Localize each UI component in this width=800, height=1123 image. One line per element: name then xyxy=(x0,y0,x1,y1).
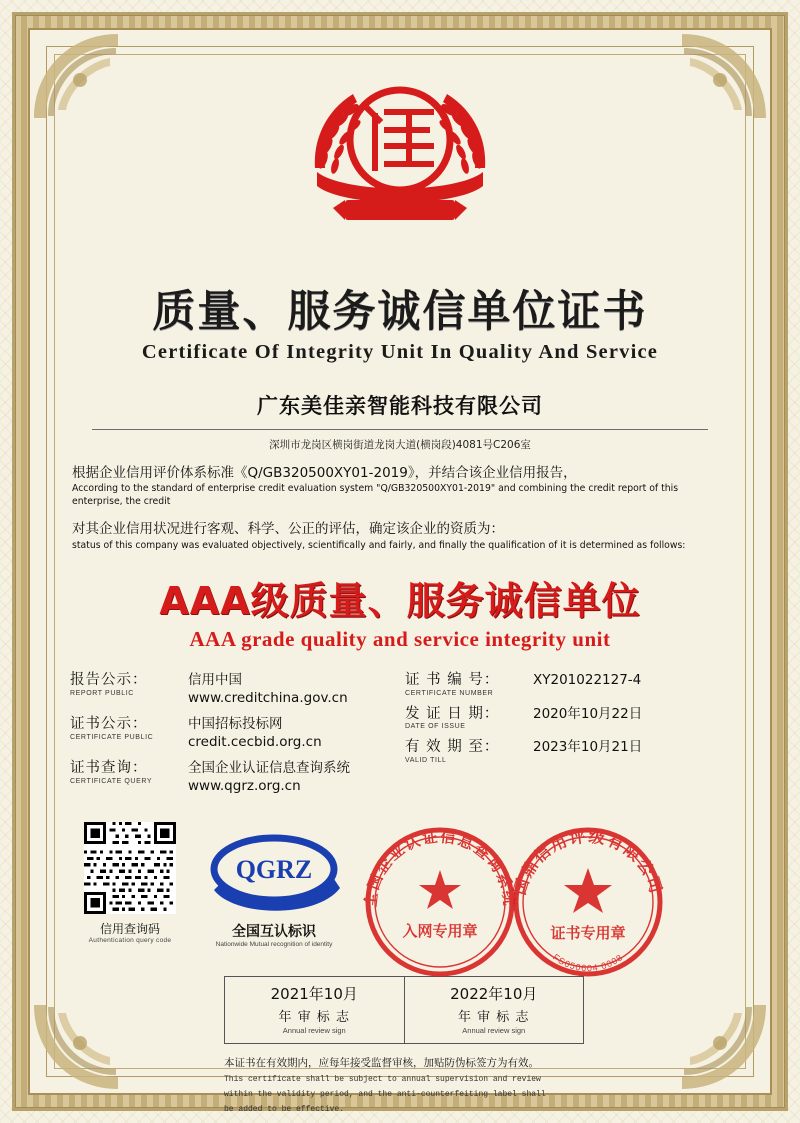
footnote-en-line3: be added to be effective. xyxy=(224,1105,345,1115)
qr-code-image[interactable] xyxy=(84,822,176,914)
info-label-certificate-public xyxy=(70,716,188,741)
annual-review-label-en: Annual review sign xyxy=(462,1026,526,1036)
info-label-cn: 有 效 期 至： xyxy=(405,739,500,756)
info-value-date-of-issue: 2020年10月22日 xyxy=(533,705,643,722)
info-label-cn: 证书查询： xyxy=(70,760,148,777)
annual-review-boxes xyxy=(224,976,584,1044)
info-value-line1: 全国企业认证信息查询系统 xyxy=(188,760,350,777)
statement-cn-2: 对其企业信用状况进行客观、科学、公正的评估，确定该企业的资质为： xyxy=(72,521,504,538)
badges-and-seals-row xyxy=(64,822,736,972)
statement-en-2: status of this company was evaluated objectively, scientifically and fairly, and finally the qualification of it is determined as follows: xyxy=(72,539,686,551)
footnote-block xyxy=(224,1056,584,1116)
info-column-right xyxy=(405,672,730,804)
info-row-certificate-number xyxy=(405,672,730,697)
footnote-en-line1: This certificate shall be subject to annual supervision and review xyxy=(224,1075,541,1085)
info-value-certificate-public xyxy=(188,716,322,751)
annual-review-box-2021 xyxy=(224,976,405,1044)
seal-network-access-icon xyxy=(356,818,524,986)
info-label-en: REPORT PUBLIC xyxy=(70,689,134,697)
info-label-certificate-query xyxy=(70,760,188,785)
seal-certificate xyxy=(504,818,672,986)
statement-cn-1: 根据企业信用评价体系标准《Q/GB320500XY01-2019》，并结合该企业信用报告， xyxy=(72,465,577,481)
divider-under-company xyxy=(92,429,708,430)
qr-caption-cn: 信用查询码 xyxy=(99,922,160,937)
info-label-cn: 证 书 编 号： xyxy=(405,672,500,689)
info-value-line2[interactable]: credit.cecbid.org.cn xyxy=(188,733,322,750)
grade-title-cn: AAA级质量、服务诚信单位 xyxy=(159,579,641,624)
info-value-line2[interactable]: www.creditchina.gov.cn xyxy=(188,689,348,706)
svg-text:QGRZ: QGRZ xyxy=(235,855,313,885)
certificate-info-grid xyxy=(64,672,736,804)
info-row-date-of-issue xyxy=(405,706,730,731)
info-label-en: CERTIFICATE NUMBER xyxy=(405,689,494,697)
info-value-certificate-query xyxy=(188,760,350,795)
seal-certificate-icon xyxy=(504,818,672,986)
info-value-line2[interactable]: www.qgrz.org.cn xyxy=(188,777,301,794)
grade-title-en: AAA grade quality and service integrity unit xyxy=(189,627,611,652)
certificate-content xyxy=(64,62,736,1115)
info-row-certificate-query xyxy=(70,760,395,795)
info-value-line1: 中国招标投标网 xyxy=(188,716,283,733)
svg-text:证书专用章: 证书专用章 xyxy=(550,924,626,943)
qr-caption-en: Authentication query code xyxy=(88,937,172,945)
qgrz-caption-en: Nationwide Mutual recognition of identity xyxy=(215,941,333,949)
annual-review-date: 2021年10月 xyxy=(270,985,358,1004)
info-label-en: DATE OF ISSUE xyxy=(405,723,466,731)
annual-review-label-cn: 年 审 标 志 xyxy=(278,1010,350,1026)
info-label-certificate-number xyxy=(405,672,533,697)
info-label-en: CERTIFICATE QUERY xyxy=(70,777,153,785)
info-value-certificate-number: XY201022127-4 xyxy=(533,672,642,689)
info-row-report-public xyxy=(70,672,395,707)
annual-review-box-2022 xyxy=(405,976,585,1044)
qgrz-logo-icon xyxy=(206,826,342,912)
emblem-icon xyxy=(275,68,525,268)
company-name: 广东美佳亲智能科技有限公司 xyxy=(257,394,543,418)
qgrz-caption-cn: 全国互认标识 xyxy=(232,924,316,941)
info-value-valid-till: 2023年10月21日 xyxy=(533,739,643,756)
svg-text:FS050604 0008: FS050604 0008 xyxy=(551,952,625,974)
info-label-cn: 发 证 日 期： xyxy=(405,705,500,722)
statement-en-1: According to the standard of enterprise credit evaluation system "Q/GB320500XY01-2019" and combining the credit report of this enterprise, the credit xyxy=(72,483,679,507)
info-value-line1: 信用中国 xyxy=(188,672,242,689)
info-row-certificate-public xyxy=(70,716,395,751)
statement-block-2 xyxy=(64,520,736,552)
qr-code-icon xyxy=(84,822,176,914)
info-label-en: CERTIFICATE PUBLIC xyxy=(70,733,154,741)
info-label-en: VALID TILL xyxy=(405,757,447,765)
svg-text:入网专用章: 入网专用章 xyxy=(402,922,478,941)
annual-review-date: 2022年10月 xyxy=(450,985,538,1004)
qgrz-logo-block xyxy=(204,826,344,948)
info-label-valid-till xyxy=(405,739,533,764)
info-value-report-public xyxy=(188,672,348,707)
info-label-cn: 报告公示： xyxy=(70,672,148,689)
statement-block-1 xyxy=(64,464,736,508)
certificate-title-cn: 质量、服务诚信单位证书 xyxy=(152,287,648,337)
national-credit-emblem xyxy=(64,68,736,268)
info-label-report-public xyxy=(70,672,188,697)
info-label-date-of-issue xyxy=(405,706,533,731)
info-row-valid-till xyxy=(405,739,730,764)
svg-text:全国企业认证信息查询系统: 全国企业认证信息查询系统 xyxy=(361,828,519,909)
footnote-cn: 本证书在有效期内，应每年接受监督审核，加贴防伪标签方为有效。 xyxy=(224,1057,539,1070)
seal-network-access xyxy=(356,818,524,986)
info-label-cn: 证书公示： xyxy=(70,716,148,733)
footnote-en-line2: within the validity period, and the anti-counterfeiting label shall xyxy=(224,1090,546,1100)
annual-review-label-en: Annual review sign xyxy=(282,1026,346,1036)
info-column-left xyxy=(70,672,395,804)
certificate-title-en: Certificate Of Integrity Unit In Quality And Service xyxy=(141,341,659,363)
qr-code-block xyxy=(74,822,186,944)
svg-text:国鼎信用评级有限公司: 国鼎信用评级有限公司 xyxy=(509,826,667,898)
company-address: 深圳市龙岗区横岗街道龙岗大道(横岗段)4081号C206室 xyxy=(269,439,531,451)
annual-review-label-cn: 年 审 标 志 xyxy=(458,1010,530,1026)
